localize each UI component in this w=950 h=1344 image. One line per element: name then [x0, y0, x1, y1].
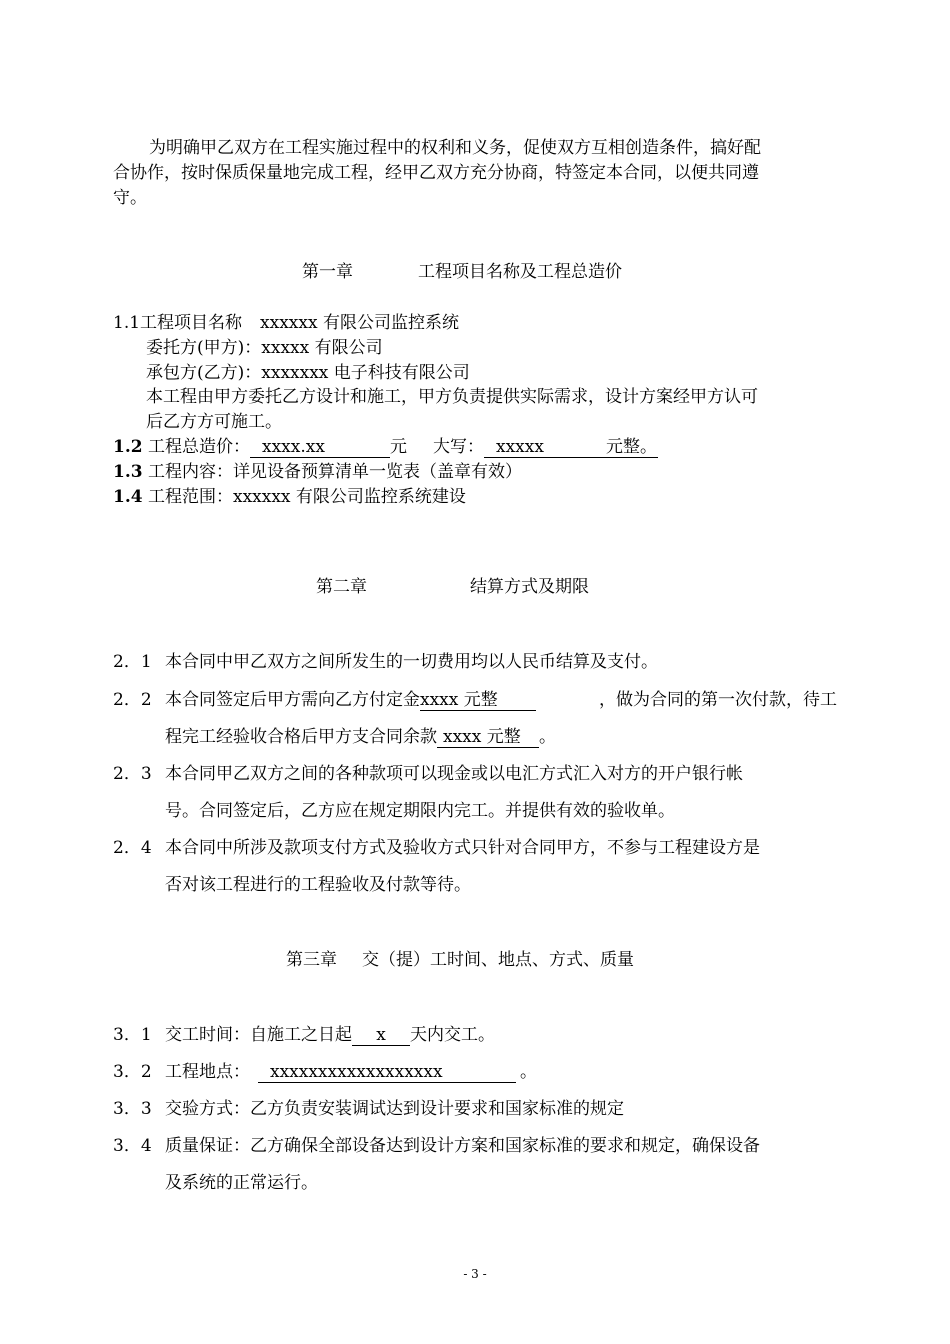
chapter-1-label: 第一章 — [302, 262, 353, 282]
item-2-4-number: 2．4 — [113, 838, 152, 858]
chapter-1-title: 工程项目名称及工程总造价 — [418, 262, 622, 282]
item-2-4-line-2: 否对该工程进行的工程验收及付款等待。 — [165, 875, 471, 895]
item-2-3-line-1: 本合同甲乙双方之间的各种款项可以现金或以电汇方式汇入对方的开户银行帐 — [165, 764, 743, 784]
item-1-2-number: 1.2 — [113, 437, 143, 457]
total-cost-caps-label: 大写： — [432, 437, 484, 457]
item-3-4-number: 3．4 — [113, 1136, 152, 1156]
item-3-3-number: 3．3 — [113, 1099, 152, 1119]
item-2-2-line-1: 本合同签定后甲方需向乙方付定金xxxx 元整 ，做为合同的第一次付款，待工 — [165, 690, 837, 710]
item-1-2 — [113, 437, 658, 458]
item-2-3-number: 2．3 — [113, 764, 152, 784]
item-3-4-line-1: 质量保证：乙方确保全部设备达到设计方案和国家标准的要求和规定，确保设备 — [165, 1136, 760, 1156]
item-1-3 — [113, 462, 522, 482]
item-1-1-label: 工程项目名称 — [140, 313, 243, 333]
intro-line-1: 为明确甲乙双方在工程实施过程中的权利和义务，促使双方互相创造条件，搞好配 — [149, 138, 761, 158]
balance-amount: xxxx 元整 — [437, 728, 539, 748]
item-3-4-line-2: 及系统的正常运行。 — [165, 1173, 318, 1193]
deposit-amount: xxxx 元整 — [420, 691, 536, 711]
item-1-4-number: 1.4 — [113, 487, 143, 507]
item-2-2-line-2: 程完工经验收合格后甲方支合同余款 xxxx 元整 。 — [165, 727, 556, 747]
chapter-2-title: 结算方式及期限 — [470, 577, 589, 597]
item-1-4-text: 工程范围：xxxxxx 有限公司监控系统建设 — [147, 487, 466, 507]
intro-line-2: 合协作，按时保质保量地完成工程，经甲乙双方充分协商，特签定本合同，以便共同遵 — [113, 163, 759, 183]
contractor-party: 承包方(乙方)：xxxxxxx 电子科技有限公司 — [146, 363, 470, 383]
item-1-1 — [113, 313, 459, 333]
total-cost-caps: xxxxx — [495, 437, 544, 457]
page-number: - 3 - — [463, 1267, 487, 1281]
chapter-3-title: 交（提）工时间、地点、方式、质量 — [362, 950, 634, 970]
intro-line-3: 守。 — [113, 188, 147, 208]
total-cost-caps-unit: 元整。 — [605, 437, 657, 457]
project-location: xxxxxxxxxxxxxxxxxx — [258, 1063, 516, 1083]
item-1-4 — [113, 487, 466, 507]
item-2-1-number: 2．1 — [113, 652, 152, 672]
item-2-1-text: 本合同中甲乙双方之间所发生的一切费用均以人民币结算及支付。 — [165, 652, 658, 672]
total-cost-unit: 元 — [389, 437, 407, 457]
client-party: 委托方(甲方)：xxxxx 有限公司 — [146, 338, 383, 358]
project-name-value: xxxxxx 有限公司监控系统 — [260, 313, 459, 333]
item-3-2-number: 3．2 — [113, 1062, 152, 1082]
delivery-days: x — [352, 1026, 410, 1046]
item-1-3-number: 1.3 — [113, 462, 143, 482]
item-2-3-line-2: 号。合同签定后，乙方应在规定期限内完工。并提供有效的验收单。 — [165, 801, 675, 821]
item-3-2-text: 工程地点： xxxxxxxxxxxxxxxxxx 。 — [165, 1062, 537, 1082]
item-2-4-line-1: 本合同中所涉及款项支付方式及验收方式只针对合同甲方，不参与工程建设方是 — [165, 838, 760, 858]
project-desc-line-1: 本工程由甲方委托乙方设计和施工，甲方负责提供实际需求，设计方案经甲方认可 — [146, 387, 758, 407]
project-desc-line-2: 后乙方方可施工。 — [146, 412, 282, 432]
total-cost-label: 工程总造价： — [147, 437, 250, 457]
chapter-2-label: 第二章 — [316, 577, 367, 597]
item-1-3-text: 工程内容：详见设备预算清单一览表（盖章有效） — [147, 462, 522, 482]
chapter-3-label: 第三章 — [286, 950, 337, 970]
total-cost-amount: xxxx.xx — [250, 438, 390, 458]
item-1-1-number: 1.1 — [113, 313, 141, 333]
item-3-3-text: 交验方式：乙方负责安装调试达到设计要求和国家标准的规定 — [165, 1099, 624, 1119]
item-2-2-number: 2．2 — [113, 690, 152, 710]
item-3-1-text: 交工时间：自施工之日起 x 天内交工。 — [165, 1025, 495, 1045]
item-3-1-number: 3．1 — [113, 1025, 152, 1045]
